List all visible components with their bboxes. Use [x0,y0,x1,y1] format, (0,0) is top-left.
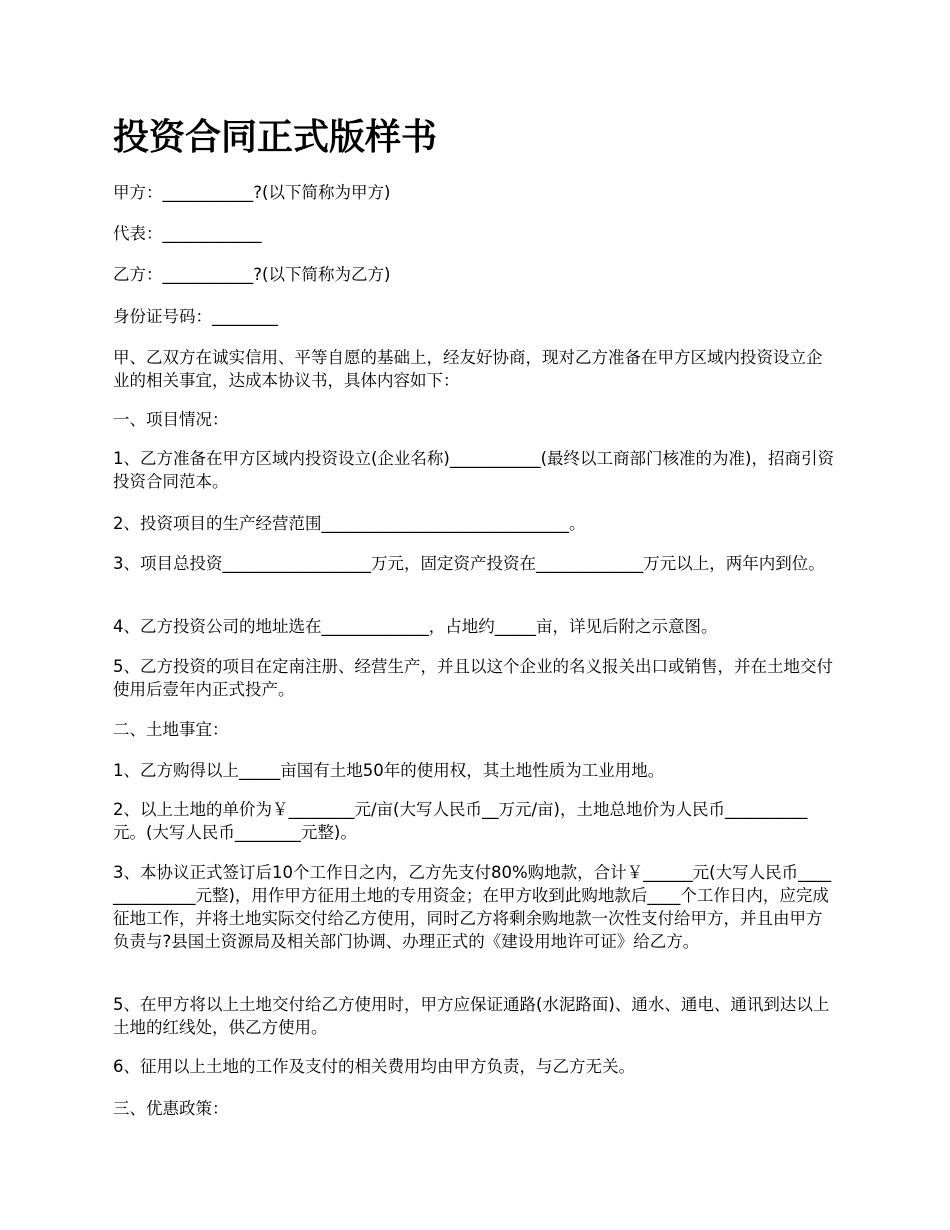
clause-2-1: 1、乙方购得以上_____亩国有土地50年的使用权，其土地性质为工业用地。 [113,761,665,780]
clause-1-1: 1、乙方准备在甲方区域内投资设立(企业名称)___________(最终以工商部门核准的为准)，招商引资投资合同范本。 [113,449,834,491]
clause-2-3: 3、本协议正式签订后10个工作日之内，乙方先支付80%购地款，合计￥______元(大写人民币______________元整)，用作甲方征用土地的专用资金；在甲方收到此购地款后____个工作日内，应完成征地工作，并将土地实际交付给乙方使用，同时乙方将剩余购地款一次性支付给甲方，并且由甲方负责与?县国土资源局及相关部门协调、办理正式的《建设用地许可证》给乙方。 [113,863,832,951]
party-a-line: 甲方：___________?(以下简称为甲方) [113,183,391,202]
section-heading-policy: 三、优惠政策： [113,1099,229,1118]
id-number-line: 身份证号码：________ [113,307,278,326]
document-title: 投资合同正式版样书 [113,116,438,158]
clause-2-6: 6、征用以上土地的工作及支付的相关费用均由甲方负责，与乙方无关。 [113,1057,635,1076]
clause-1-5: 5、乙方投资的项目在定南注册、经营生产，并且以这个企业的名义报关出口或销售，并在土地交付使用后壹年内正式投产。 [113,657,833,699]
section-heading-project: 一、项目情况： [113,410,229,429]
preamble-paragraph: 甲、乙双方在诚实信用、平等自愿的基础上，经友好协商，现对乙方准备在甲方区域内投资设立企业的相关事宜，达成本协议书，具体内容如下： [113,348,823,390]
section-heading-land: 二、土地事宜： [113,720,229,739]
clause-1-4: 4、乙方投资公司的地址选在_____________，占地约_____亩，详见后附之示意图。 [113,617,718,636]
clause-2-5: 5、在甲方将以上土地交付给乙方使用时，甲方应保证通路(水泥路面)、通水、通电、通讯到达以上土地的红线处，供乙方使用。 [113,995,830,1037]
representative-line: 代表：____________ [113,224,262,243]
party-b-line: 乙方：___________?(以下简称为乙方) [113,265,391,284]
clause-2-2: 2、以上土地的单价为￥________元/亩(大写人民币__万元/亩)，土地总地价为人民币__________元。(大写人民币________元整)。 [113,800,808,842]
clause-1-2: 2、投资项目的生产经营范围______________________________。 [113,514,586,533]
clause-1-3: 3、项目总投资__________________万元，固定资产投资在_____________万元以上，两年内到位。 [113,554,825,573]
